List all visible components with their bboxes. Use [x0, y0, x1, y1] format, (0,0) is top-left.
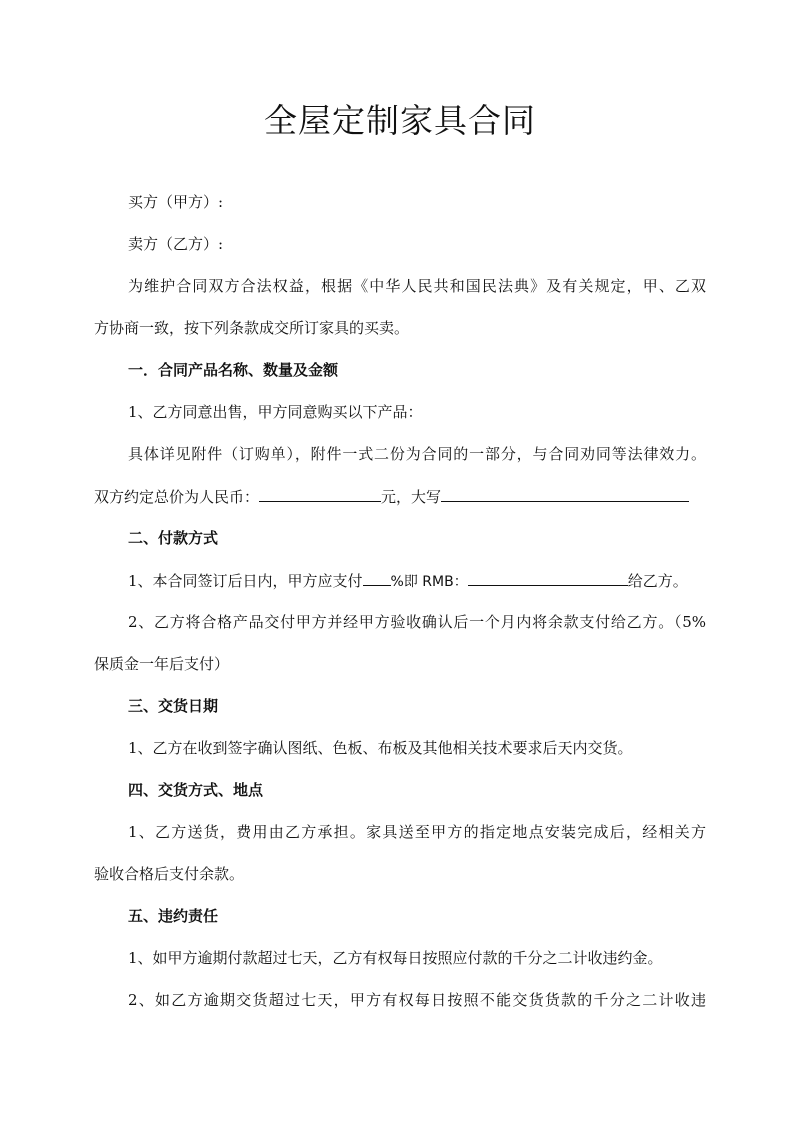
section-2-heading: 二、付款方式: [128, 529, 219, 547]
section-4-item-1-line-1: 1、乙方送货，费用由乙方承担。家具送至甲方的指定地点安装完成后，经相关方: [128, 823, 706, 841]
section-1-heading: 一．合同产品名称、数量及金额: [128, 361, 339, 379]
total-price-amount-blank[interactable]: [259, 486, 381, 502]
payment-suffix: 给乙方。: [627, 572, 688, 590]
section-2-item-1: [128, 570, 706, 592]
section-2-item-2-line-1: 2、乙方将合格产品交付甲方并经甲方验收确认后一个月内将余款支付给乙方。（5%: [128, 613, 706, 631]
payment-mid: %即 RMB：: [390, 574, 468, 590]
section-3-heading: 三、交货日期: [128, 697, 219, 715]
section-2-item-2-line-2: 保质金一年后支付）: [94, 655, 230, 673]
section-4-item-1-line-2: 验收合格后支付余款。: [94, 865, 245, 883]
total-price-mid: 元，大写: [381, 488, 442, 506]
payment-prefix: 1、本合同签订后日内，甲方应支付: [128, 572, 363, 590]
total-price-uppercase-blank[interactable]: [441, 486, 689, 502]
buyer-label: 买方（甲方）:: [128, 193, 224, 211]
payment-rmb-blank[interactable]: [468, 570, 628, 586]
intro-paragraph-line-2: 方协商一致，按下列条款成交所订家具的买卖。: [94, 319, 410, 337]
payment-percent-blank[interactable]: [363, 570, 391, 586]
section-5-item-1: 1、如甲方逾期付款超过七天，乙方有权每日按照应付款的千分之二计收违约金。: [128, 949, 663, 967]
section-3-item-1: 1、乙方在收到签字确认图纸、色板、布板及其他相关技术要求后天内交货。: [128, 739, 633, 757]
section-5-heading: 五、违约责任: [128, 907, 219, 925]
section-1-item-2: 具体详见附件（订购单），附件一式二份为合同的一部分，与合同劝同等法律效力。: [128, 445, 706, 463]
section-1-item-1: 1、乙方同意出售，甲方同意购买以下产品：: [128, 403, 423, 421]
intro-paragraph-line-1: 为维护合同双方合法权益，根据《中华人民共和国民法典》及有关规定，甲、乙双: [128, 277, 706, 295]
total-price-prefix: 双方约定总价为人民币：: [94, 488, 260, 506]
total-price-line: [94, 486, 706, 507]
contract-title: 全屋定制家具合同: [264, 101, 536, 140]
section-4-heading: 四、交货方式、地点: [128, 781, 264, 799]
section-5-item-2: 2、如乙方逾期交货超过七天，甲方有权每日按照不能交货货款的千分之二计收违: [128, 991, 706, 1009]
seller-label: 卖方（乙方）:: [128, 235, 224, 253]
